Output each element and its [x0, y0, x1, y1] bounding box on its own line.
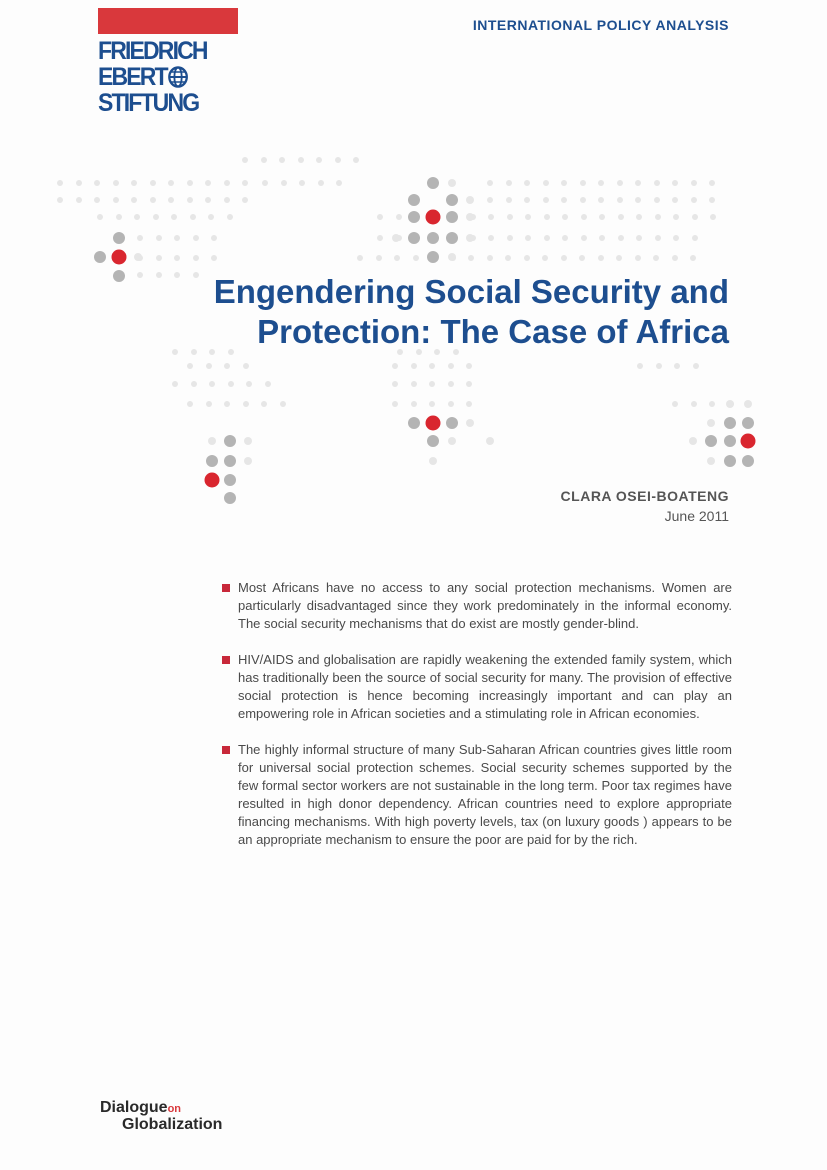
map-dot — [224, 197, 230, 203]
map-dot — [581, 214, 587, 220]
map-dot — [209, 381, 215, 387]
map-dot — [224, 401, 230, 407]
map-dot — [466, 419, 474, 427]
map-dot — [507, 235, 513, 241]
map-dot — [505, 255, 511, 261]
summary-item — [222, 651, 732, 723]
map-dot — [599, 235, 605, 241]
map-dot — [742, 455, 754, 467]
map-dot — [394, 255, 400, 261]
map-dot — [466, 234, 474, 242]
map-dot — [224, 363, 230, 369]
map-dot — [206, 455, 218, 467]
map-dot — [408, 232, 420, 244]
map-dot — [486, 437, 494, 445]
map-dot — [562, 214, 568, 220]
map-dot — [506, 180, 512, 186]
map-dot — [429, 381, 435, 387]
map-dot — [279, 157, 285, 163]
map-dot — [726, 400, 734, 408]
map-dot — [376, 255, 382, 261]
map-dot — [672, 255, 678, 261]
map-dot — [692, 214, 698, 220]
map-dot — [525, 235, 531, 241]
map-dot — [224, 492, 236, 504]
map-dot — [724, 417, 736, 429]
map-dot — [709, 401, 715, 407]
map-dot — [413, 255, 419, 261]
square-bullet-icon — [222, 746, 230, 754]
map-dot — [544, 235, 550, 241]
map-dot — [707, 457, 715, 465]
map-dot — [411, 363, 417, 369]
map-dot — [506, 197, 512, 203]
map-dot — [691, 401, 697, 407]
map-dot — [153, 214, 159, 220]
map-dot — [448, 437, 456, 445]
map-dot — [709, 180, 715, 186]
map-dot — [690, 255, 696, 261]
map-dot — [113, 197, 119, 203]
map-dot — [507, 214, 513, 220]
publication-date: June 2011 — [664, 508, 729, 524]
logo-line-2-text: EBERT — [98, 63, 167, 91]
map-dot — [524, 255, 530, 261]
map-dot — [487, 197, 493, 203]
map-dot — [427, 232, 439, 244]
map-dot — [262, 180, 268, 186]
map-dot — [598, 255, 604, 261]
document-title — [169, 272, 729, 352]
map-dot — [265, 381, 271, 387]
map-dot — [242, 180, 248, 186]
map-dot — [156, 235, 162, 241]
map-dot — [654, 180, 660, 186]
map-dot — [280, 401, 286, 407]
summary-list — [222, 579, 732, 867]
map-dot — [187, 180, 193, 186]
title-line-1: Engendering Social Security and — [213, 273, 729, 310]
map-dot — [656, 363, 662, 369]
map-dot — [446, 417, 458, 429]
map-dot — [673, 214, 679, 220]
map-dot — [411, 401, 417, 407]
map-dot — [448, 363, 454, 369]
map-dot — [224, 180, 230, 186]
map-dot — [655, 235, 661, 241]
map-dot — [208, 437, 216, 445]
map-dot — [466, 213, 474, 221]
map-dot — [193, 255, 199, 261]
map-dot — [617, 197, 623, 203]
map-dot — [744, 400, 752, 408]
logo-line-1: FRIEDRICH — [98, 37, 207, 65]
map-dot — [228, 381, 234, 387]
map-dot — [113, 180, 119, 186]
map-dot — [561, 180, 567, 186]
author-name: CLARA OSEI-BOATENG — [560, 488, 729, 504]
map-dot — [206, 401, 212, 407]
map-highlight-dot — [205, 473, 220, 488]
footer-logo-word-3: Globalization — [122, 1116, 223, 1133]
map-dot — [336, 180, 342, 186]
map-dot — [224, 435, 236, 447]
map-dot — [76, 197, 82, 203]
map-dot — [653, 255, 659, 261]
map-dot — [205, 197, 211, 203]
map-dot — [654, 197, 660, 203]
summary-item — [222, 741, 732, 849]
map-dot — [168, 197, 174, 203]
map-dot — [524, 197, 530, 203]
map-dot — [94, 251, 106, 263]
map-dot — [392, 381, 398, 387]
map-dot — [131, 197, 137, 203]
map-dot — [635, 180, 641, 186]
map-dot — [448, 401, 454, 407]
map-dot — [174, 235, 180, 241]
map-dot — [94, 180, 100, 186]
map-dot — [193, 235, 199, 241]
summary-item-text: HIV/AIDS and globalisation are rapidly weakening the extended family system, which has traditionally been the source of social security for many. The provision of effective social protection is hence becoming increasingly important and can play an empowering role in African societies and a stimulating role in African economies. — [238, 652, 732, 721]
map-dot — [408, 417, 420, 429]
map-dot — [187, 401, 193, 407]
map-dot — [411, 381, 417, 387]
map-dot — [429, 457, 437, 465]
map-dot — [94, 197, 100, 203]
map-dot — [113, 232, 125, 244]
map-dot — [724, 435, 736, 447]
map-dot — [168, 180, 174, 186]
map-dot — [637, 363, 643, 369]
map-dot — [174, 255, 180, 261]
map-dot — [261, 401, 267, 407]
map-dot — [446, 211, 458, 223]
map-dot — [488, 214, 494, 220]
map-dot — [446, 232, 458, 244]
map-dot — [172, 381, 178, 387]
map-dot — [635, 197, 641, 203]
map-dot — [707, 419, 715, 427]
map-highlight-dot — [741, 434, 756, 449]
map-dot — [353, 157, 359, 163]
map-dot — [561, 197, 567, 203]
map-dot — [134, 253, 142, 261]
map-dot — [525, 214, 531, 220]
map-dot — [150, 180, 156, 186]
map-dot — [408, 211, 420, 223]
map-highlight-dot — [112, 250, 127, 265]
map-dot — [487, 255, 493, 261]
map-dot — [211, 235, 217, 241]
map-dot — [617, 180, 623, 186]
square-bullet-icon — [222, 656, 230, 664]
footer-logo-word-1: Dialogue — [100, 1099, 168, 1116]
map-dot — [131, 180, 137, 186]
map-dot — [598, 197, 604, 203]
map-dot — [191, 381, 197, 387]
map-dot — [691, 180, 697, 186]
map-dot — [137, 235, 143, 241]
map-dot — [674, 363, 680, 369]
map-dot — [427, 177, 439, 189]
map-dot — [377, 214, 383, 220]
map-dot — [224, 455, 236, 467]
map-dot — [635, 255, 641, 261]
map-dot — [672, 401, 678, 407]
map-dot — [57, 180, 63, 186]
map-dot — [429, 401, 435, 407]
map-dot — [298, 157, 304, 163]
map-dot — [710, 214, 716, 220]
map-dot — [689, 437, 697, 445]
map-dot — [113, 270, 125, 282]
map-dot — [392, 363, 398, 369]
map-dot — [156, 272, 162, 278]
map-dot — [579, 255, 585, 261]
map-dot — [692, 235, 698, 241]
map-dot — [246, 381, 252, 387]
map-dot — [580, 180, 586, 186]
map-dot — [211, 255, 217, 261]
dialogue-on-globalization-logo — [100, 1100, 222, 1133]
map-dot — [243, 401, 249, 407]
map-dot — [227, 214, 233, 220]
map-dot — [616, 255, 622, 261]
map-dot — [466, 381, 472, 387]
map-dot — [543, 180, 549, 186]
map-dot — [672, 180, 678, 186]
map-dot — [208, 214, 214, 220]
map-dot — [446, 194, 458, 206]
map-dot — [156, 255, 162, 261]
map-dot — [392, 401, 398, 407]
map-dot — [190, 214, 196, 220]
map-dot — [655, 214, 661, 220]
map-highlight-dot — [426, 210, 441, 225]
title-line-2: Protection: The Case of Africa — [257, 313, 729, 350]
summary-item-text: The highly informal structure of many Sub-Saharan African countries gives little room for universal social protection schemes. Social security schemes supported by the few formal sector workers are not sustainable in the long term. Poor tax regimes have resulted in high donor dependency. African countries need to explore appropriate financing mechanisms. With high poverty levels, tax (on luxury goods ) appears to be an appropriate mechanism to ensure the poor are paid for by the rich. — [238, 742, 732, 847]
map-dot — [466, 196, 474, 204]
map-dot — [408, 194, 420, 206]
map-dot — [581, 235, 587, 241]
map-dot — [544, 214, 550, 220]
map-dot — [561, 255, 567, 261]
map-dot — [580, 197, 586, 203]
map-dot — [618, 235, 624, 241]
map-dot — [673, 235, 679, 241]
map-dot — [242, 197, 248, 203]
map-dot — [244, 457, 252, 465]
map-dot — [205, 180, 211, 186]
map-dot — [316, 157, 322, 163]
square-bullet-icon — [222, 584, 230, 592]
map-dot — [244, 437, 252, 445]
map-dot — [392, 234, 400, 242]
map-dot — [429, 363, 435, 369]
map-dot — [709, 197, 715, 203]
map-dot — [543, 197, 549, 203]
map-dot — [724, 455, 736, 467]
map-dot — [357, 255, 363, 261]
map-dot — [618, 214, 624, 220]
map-dot — [243, 363, 249, 369]
map-dot — [318, 180, 324, 186]
map-dot — [396, 214, 402, 220]
map-dot — [187, 197, 193, 203]
map-dot — [468, 255, 474, 261]
map-dot — [171, 214, 177, 220]
map-dot — [448, 381, 454, 387]
map-dot — [377, 235, 383, 241]
map-highlight-dot — [426, 416, 441, 431]
map-dot — [134, 214, 140, 220]
map-dot — [636, 235, 642, 241]
world-dot-map — [0, 0, 827, 540]
map-dot — [97, 214, 103, 220]
map-dot — [137, 272, 143, 278]
series-label: INTERNATIONAL POLICY ANALYSIS — [472, 17, 729, 33]
map-dot — [242, 157, 248, 163]
map-dot — [542, 255, 548, 261]
map-dot — [524, 180, 530, 186]
map-dot — [448, 179, 456, 187]
map-dot — [599, 214, 605, 220]
map-dot — [224, 474, 236, 486]
map-dot — [466, 363, 472, 369]
summary-item-text: Most Africans have no access to any social protection mechanisms. Women are particularly disadvantaged since they work predominately in the informal economy. The social security mechanisms that do exist are mostly gender-blind. — [238, 580, 732, 631]
map-dot — [672, 197, 678, 203]
map-dot — [206, 363, 212, 369]
summary-item — [222, 579, 732, 633]
map-dot — [487, 180, 493, 186]
map-dot — [466, 401, 472, 407]
map-dot — [281, 180, 287, 186]
map-dot — [598, 180, 604, 186]
map-dot — [76, 180, 82, 186]
map-dot — [691, 197, 697, 203]
map-dot — [742, 417, 754, 429]
map-dot — [448, 253, 456, 261]
logo-line-3: STIFTUNG — [98, 89, 199, 117]
map-dot — [116, 214, 122, 220]
map-dot — [488, 235, 494, 241]
map-dot — [693, 363, 699, 369]
map-dot — [187, 363, 193, 369]
map-dot — [427, 251, 439, 263]
map-dot — [57, 197, 63, 203]
map-dot — [335, 157, 341, 163]
map-dot — [150, 197, 156, 203]
map-dot — [705, 435, 717, 447]
map-dot — [636, 214, 642, 220]
footer-logo-word-2: on — [167, 1103, 182, 1115]
map-dot — [427, 435, 439, 447]
map-dot — [261, 157, 267, 163]
map-dot — [299, 180, 305, 186]
map-dot — [562, 235, 568, 241]
